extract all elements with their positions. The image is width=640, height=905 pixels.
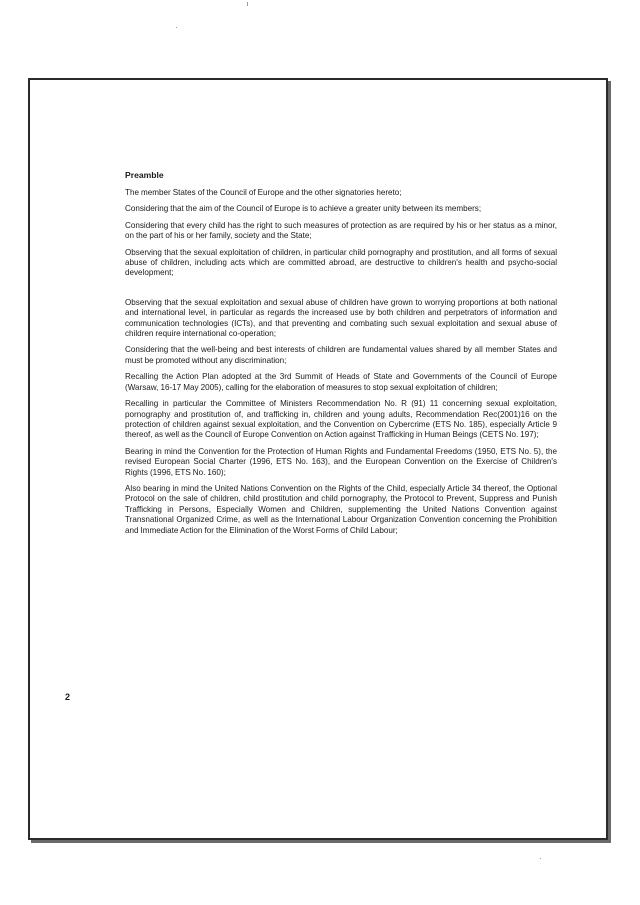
- paragraph: The member States of the Council of Europe and the other signatories hereto;: [125, 188, 402, 197]
- scan-artifact-mark: [176, 27, 177, 28]
- paragraph: Bearing in mind the Convention for the Protection of Human Rights and Fundamental Freedoms (1950, ETS No. 5), the revised European Social Charter (1996, ETS No. 163), and the European Convention on the Exercise of Children's Rights (1996, ETS No. 160);: [125, 446, 557, 477]
- paragraph: Considering that the well-being and best interests of children are fundamental values shared by all member States and must be promoted without any discrimination;: [125, 345, 557, 365]
- preamble-section: [125, 170, 557, 542]
- section-heading: Preamble: [125, 170, 164, 180]
- page-number: 2: [65, 692, 71, 702]
- paragraph: Recalling in particular the Committee of Ministers Recommendation No. R (91) 11 concerning sexual exploitation, pornography and prostitution of, and trafficking in, children and young adults, Recommendation Rec(2001)16 on the protection of children against sexual exploitation, and the Convention on Cybercrime (ETS No. 185), especially Article 9 thereof, as well as the Council of Europe Convention on Action against Trafficking in Human Beings (CETS No. 197);: [125, 399, 557, 440]
- scan-artifact-mark: [540, 858, 541, 859]
- paragraph: Considering that the aim of the Council of Europe is to achieve a greater unity between its members;: [125, 204, 482, 214]
- paragraph: Considering that every child has the right to such measures of protection as are required by his or her status as a minor, on the part of his or her family, society and the State;: [125, 220, 557, 241]
- paragraph: Observing that the sexual exploitation and sexual abuse of children have grown to worrying proportions at both national and international level, in particular as regards the increased use by both children and perpetrators of information and communication technologies (ICTs), and that preventing and combating such sexual exploitation and sexual abuse of children require international co-operation;: [125, 297, 557, 339]
- paragraph: Observing that the sexual exploitation of children, in particular child pornography and prostitution, and all forms of sexual abuse of children, including acts which are committed abroad, are destructive to children's health and psycho-social development;: [125, 247, 557, 278]
- scan-artifact-mark: [247, 2, 248, 6]
- paragraph: Also bearing in mind the United Nations Convention on the Rights of the Child, especially Article 34 thereof, the Optional Protocol on the sale of children, child prostitution and child pornography, the Protocol to Prevent, Suppress and Punish Trafficking in Persons, Especially Women and Children, supplementing the United Nations Convention against Transnational Organized Crime, as well as the International Labour Organization Convention concerning the Prohibition and Immediate Action for the Elimination of the Worst Forms of Child Labour;: [125, 483, 557, 535]
- paragraph: Recalling the Action Plan adopted at the 3rd Summit of Heads of State and Governments of the Council of Europe (Warsaw, 16-17 May 2005), calling for the elaboration of measures to stop sexual exploitation of children;: [125, 372, 557, 392]
